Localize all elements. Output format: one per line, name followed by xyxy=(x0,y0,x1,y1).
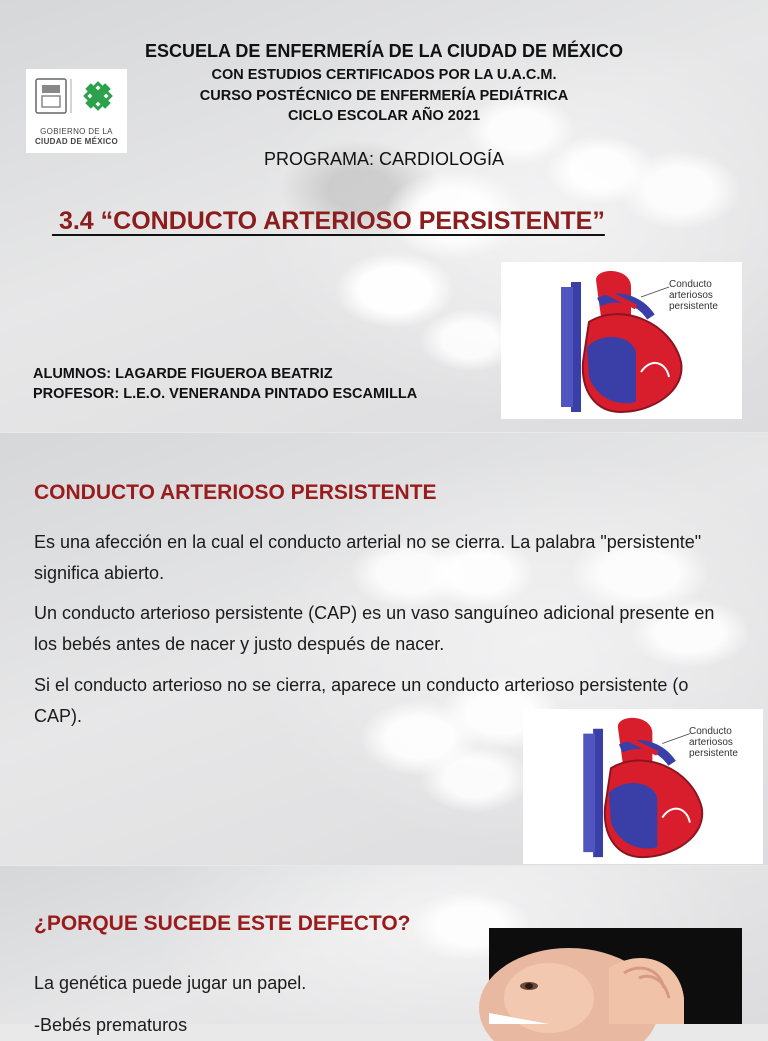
logo-text-line1: GOBIERNO DE LA xyxy=(40,127,113,136)
logo-text-line2: CIUDAD DE MÉXICO xyxy=(34,137,119,146)
diagram-label xyxy=(669,279,718,312)
paragraph-1: Es una afección en la cual el conducto arterial no se cierra. La palabra "persistente" significa abierto. xyxy=(34,532,702,583)
heart-diagram-image xyxy=(523,709,763,864)
cause-item-2: -Bebés prematuros xyxy=(34,1015,188,1035)
section-title: CONDUCTO ARTERIOSO PERSISTENTE xyxy=(34,481,437,504)
paragraph-2: Un conducto arterioso persistente (CAP) es un vaso sanguíneo adicional presente en los bebés antes de nacer y justo después de nacer. xyxy=(34,603,715,654)
baby-photo xyxy=(489,928,742,1024)
baby-photo-icon xyxy=(489,928,742,1024)
heart-diagram-image xyxy=(501,262,742,419)
slide-definition xyxy=(0,433,768,865)
diagram-label-line2: arteriosos xyxy=(669,290,713,301)
certification-line: CON ESTUDIOS CERTIFICADOS POR LA U.A.C.M. xyxy=(211,67,557,83)
slide-cover xyxy=(0,0,768,432)
government-logo xyxy=(26,69,127,153)
diagram-label-line1: Conducto xyxy=(689,726,732,737)
diagram-label-line1: Conducto xyxy=(669,279,712,290)
professor-line: PROFESOR: L.E.O. VENERANDA PINTADO ESCAMILLA xyxy=(33,386,418,402)
paragraph-3: Si el conducto arterioso no se cierra, aparece un conducto arterioso persistente (o CAP). xyxy=(34,675,689,726)
cause-item-1: La genética puede jugar un papel. xyxy=(34,973,307,993)
diagram-label xyxy=(689,726,738,759)
students-line: ALUMNOS: LAGARDE FIGUEROA BEATRIZ xyxy=(33,366,333,382)
presentation-title: 3.4 “CONDUCTO ARTERIOSO PERSISTENTE” xyxy=(52,207,605,235)
course-line: CURSO POSTÉCNICO DE ENFERMERÍA PEDIÁTRICA xyxy=(199,88,569,104)
school-year-line: CICLO ESCOLAR AÑO 2021 xyxy=(287,108,481,124)
diagram-label-line2: arteriosos xyxy=(689,737,733,748)
program-label: PROGRAMA: CARDIOLOGÍA xyxy=(263,149,505,169)
section-title: ¿PORQUE SUCEDE ESTE DEFECTO? xyxy=(34,912,411,935)
diagram-label-line3: persistente xyxy=(669,301,718,312)
school-name: ESCUELA DE ENFERMERÍA DE LA CIUDAD DE MÉXICO xyxy=(144,41,624,61)
diagram-label-line3: persistente xyxy=(689,748,738,759)
slide-causes xyxy=(0,866,768,1035)
